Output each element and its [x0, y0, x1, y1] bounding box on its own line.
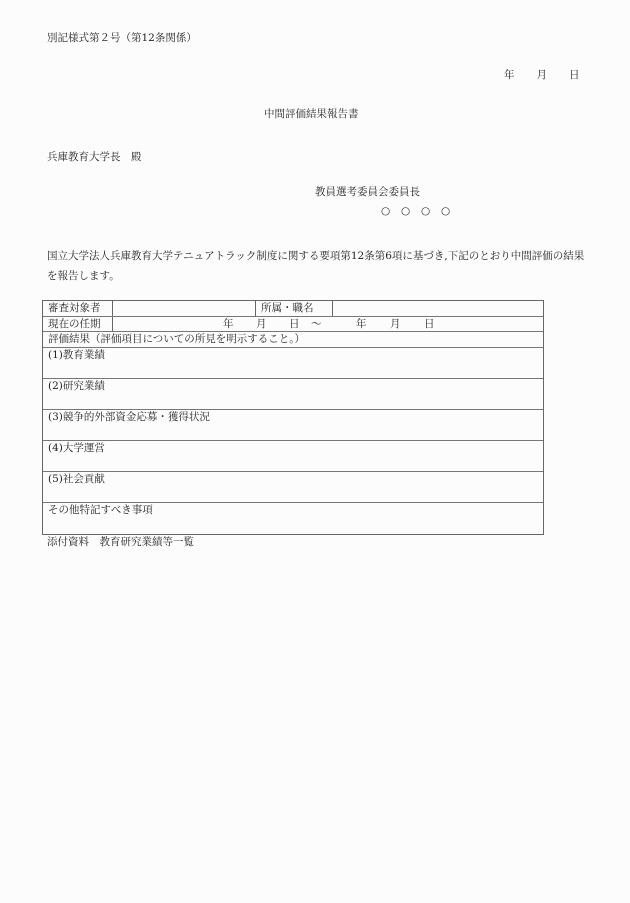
name-mark-icon: ○ — [381, 205, 391, 217]
date-day: 日 — [569, 69, 580, 81]
sender-name-placeholder — [381, 206, 461, 217]
body-paragraph: 国立大学法人兵庫教育大学テニュアトラック制度に関する要項第12条第6項に基づき,下記のとおり中間評価の結果を報告します。 — [47, 250, 585, 282]
divider — [112, 301, 113, 316]
term-start-year[interactable]: 年 — [223, 317, 234, 330]
term-end-year[interactable]: 年 — [356, 317, 367, 330]
term-end-month[interactable]: 月 — [390, 317, 401, 330]
term-row — [43, 317, 543, 333]
eval-item-row[interactable] — [43, 410, 543, 441]
term-start-day[interactable]: 日 — [289, 317, 300, 330]
report-date — [504, 70, 580, 81]
affiliation-field[interactable] — [335, 302, 540, 315]
sender-title: 教員選考委員会委員長 — [315, 186, 420, 198]
term-label: 現在の任期 — [48, 317, 101, 330]
eval-item-row[interactable] — [43, 472, 543, 503]
date-year: 年 — [504, 69, 515, 81]
eval-item-label: (5)社会貢献 — [48, 472, 105, 485]
affiliation-label: 所属・職名 — [261, 302, 314, 314]
document-title: 中間評価結果報告書 — [264, 108, 359, 120]
divider — [112, 317, 113, 332]
divider — [255, 301, 256, 316]
eval-item-label: (2)研究業績 — [48, 379, 105, 392]
divider — [332, 301, 333, 316]
subject-field[interactable] — [115, 302, 255, 315]
subject-row — [43, 301, 543, 317]
eval-item-row[interactable] — [43, 379, 543, 410]
eval-item-row[interactable] — [43, 503, 543, 534]
term-separator: ～ — [311, 317, 322, 330]
eval-item-row[interactable] — [43, 348, 543, 379]
attachment-note: 添付資料 教育研究業績等一覧 — [47, 536, 194, 548]
subject-label: 審査対象者 — [48, 302, 101, 314]
name-mark-icon: ○ — [401, 205, 411, 217]
term-end-day[interactable]: 日 — [424, 317, 435, 330]
eval-item-label: (3)競争的外部資金応募・獲得状況 — [48, 410, 210, 423]
name-mark-icon: ○ — [421, 205, 431, 217]
addressee: 兵庫教育大学長 殿 — [47, 151, 142, 163]
form-number: 別記様式第２号（第12条関係） — [47, 32, 197, 44]
eval-item-row[interactable] — [43, 441, 543, 472]
name-mark-icon: ○ — [441, 205, 451, 217]
results-header-row — [43, 332, 543, 348]
eval-item-label: その他特記すべき事項 — [48, 503, 153, 516]
eval-item-label: (1)教育業績 — [48, 348, 105, 361]
term-start-month[interactable]: 月 — [256, 317, 267, 330]
results-header: 評価結果（評価項目についての所見を明示すること。） — [48, 333, 306, 345]
date-month: 月 — [536, 69, 547, 81]
eval-item-label: (4)大学運営 — [48, 441, 105, 454]
evaluation-table — [42, 300, 544, 535]
